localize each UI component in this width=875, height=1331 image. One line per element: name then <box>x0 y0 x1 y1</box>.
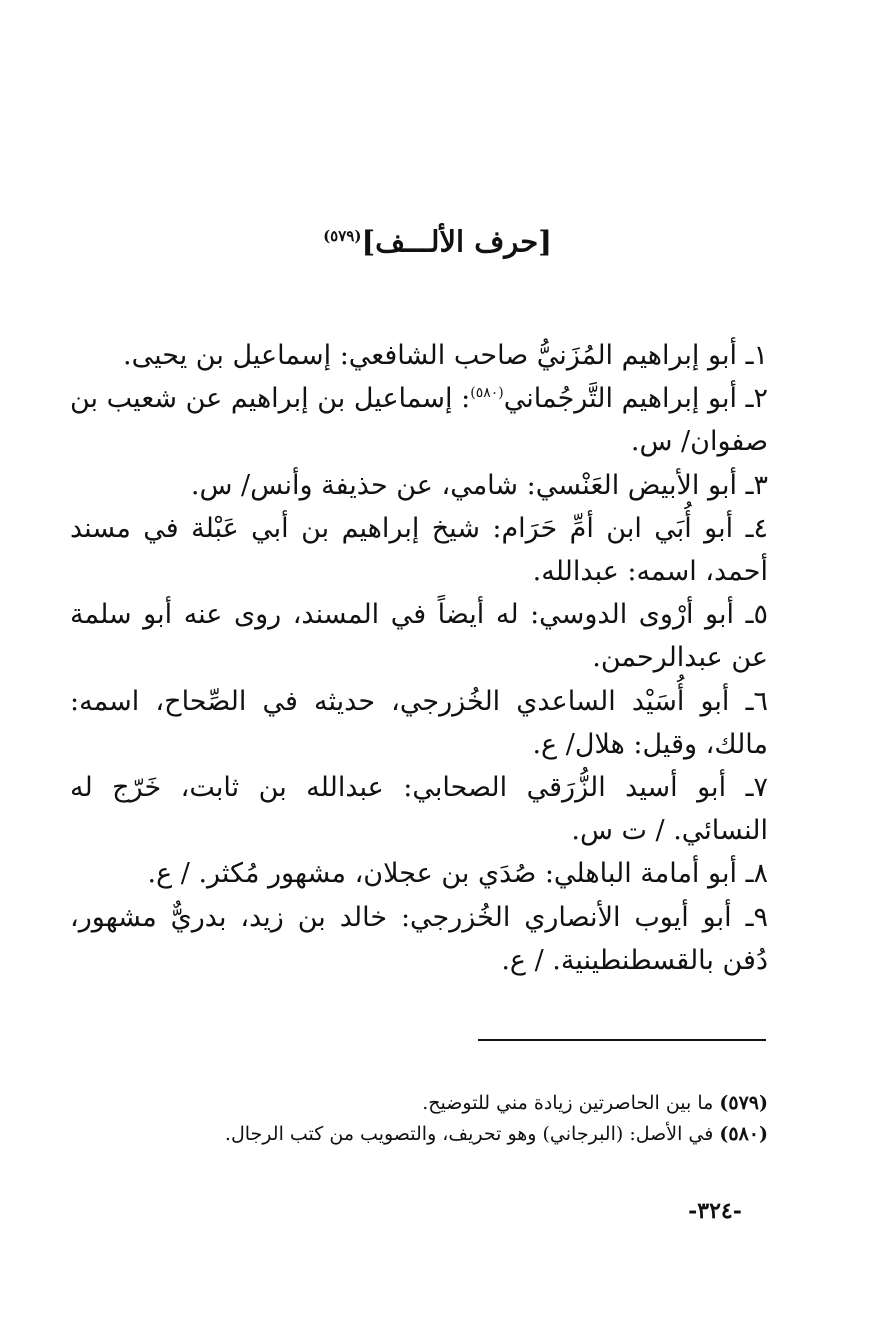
entry-2 <box>70 377 768 463</box>
entry-text: أبو أمامة الباهلي: صُدَي بن عجلان، مشهور مُكثر. / ع. <box>147 858 737 890</box>
entry-number: ٨ـ <box>745 858 768 890</box>
entry-6 <box>70 680 768 766</box>
entry-9 <box>70 896 768 982</box>
entry-number: ٦ـ <box>745 685 768 717</box>
entry-text-before-ref: أبو إبراهيم التَّرجُماني <box>503 383 737 415</box>
entry-number: ٥ـ <box>745 599 768 631</box>
footnote-580 <box>120 1119 768 1150</box>
footnote-number: (٥٧٩) <box>719 1092 768 1114</box>
entry-footnote-ref: (٥٨٠) <box>470 385 504 402</box>
section-title-text: [حرف الألـــف] <box>361 224 552 259</box>
entry-8 <box>70 852 768 895</box>
footnote-579 <box>120 1088 768 1119</box>
entry-text: أبو أسيد الزُّرَقي الصحابي: عبدالله بن ثابت، خَرّج له النسائي. / ت س. <box>70 772 768 847</box>
entry-4 <box>70 507 768 593</box>
footnote-separator <box>478 1039 766 1041</box>
entry-text: أبو أيوب الأنصاري الخُزرجي: خالد بن زيد، بدريٌّ مشهور، دُفن بالقسطنطينية. / ع. <box>70 901 768 976</box>
entry-3 <box>70 464 768 507</box>
entry-1 <box>70 334 768 377</box>
entry-text: أبو الأبيض العَنْسي: شامي، عن حذيفة وأنس/ س. <box>190 469 737 501</box>
entry-number: ٢ـ <box>745 383 769 415</box>
entry-text: أبو أُسَيْد الساعدي الخُزرجي، حديثه في الصِّحاح، اسمه: مالك، وقيل: هلال/ ع. <box>70 685 768 760</box>
section-heading <box>0 214 875 264</box>
page-number: -٣٢٤- <box>688 1198 742 1224</box>
footnote-number: (٥٨٠) <box>719 1123 768 1145</box>
entry-number: ٣ـ <box>745 469 768 501</box>
footnote-text: ما بين الحاصرتين زيادة مني للتوضيح. <box>422 1092 714 1114</box>
section-title-footnote-ref: (٥٧٩) <box>323 227 362 245</box>
entry-text: أبو أُبَي ابن أمِّ حَرَام: شيخ إبراهيم بن أبي عَبْلة في مسند أحمد، اسمه: عبدالله. <box>70 512 768 588</box>
entry-number: ٩ـ <box>745 901 768 933</box>
entry-number: ٤ـ <box>745 512 768 544</box>
entry-text: أبو أرْوى الدوسي: له أيضاً في المسند، روى عنه أبو سلمة عن عبدالرحمن. <box>70 599 768 674</box>
footnotes <box>120 1088 768 1150</box>
entry-number: ٧ـ <box>745 772 768 804</box>
entry-text: أبو إبراهيم المُزَنيُّ صاحب الشافعي: إسماعيل بن يحيى. <box>123 340 737 371</box>
entries-list <box>70 334 768 982</box>
entry-7 <box>70 766 768 852</box>
entry-number: ١ـ <box>745 340 768 371</box>
footnote-text: في الأصل: (البرجاني) وهو تحريف، والتصويب من كتب الرجال. <box>224 1123 714 1145</box>
entry-text-after-ref: : إسماعيل بن إبراهيم عن شعيب بن صفوان/ س. <box>70 383 768 458</box>
entry-5 <box>70 593 768 679</box>
